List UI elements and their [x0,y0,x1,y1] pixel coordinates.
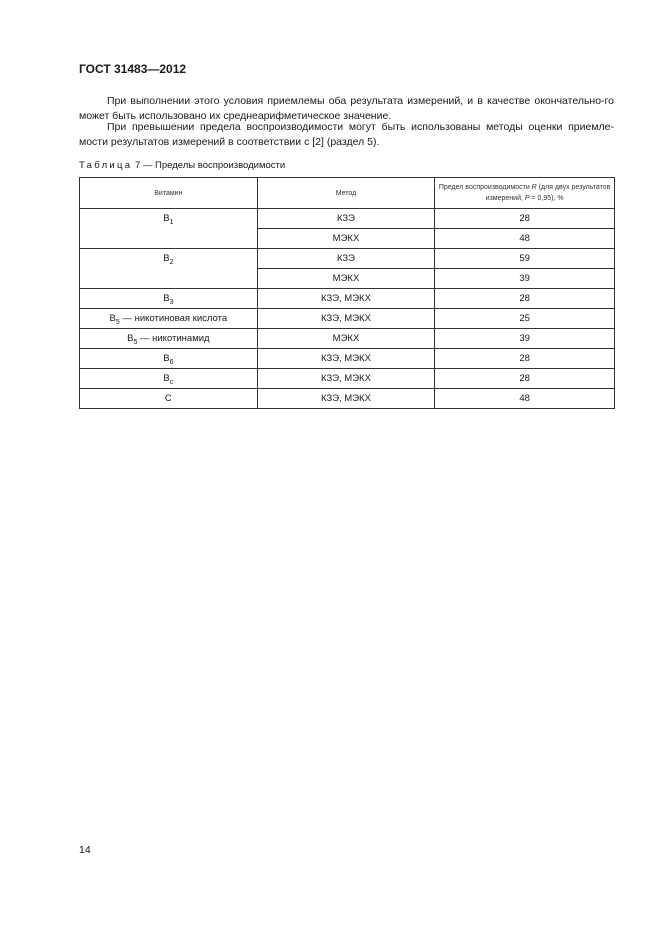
method-cell: КЗЭ, МЭКХ [257,349,435,369]
table-row [80,249,615,269]
table-caption [79,160,285,171]
paragraph-reproducibility-exceeded: При превышении предела воспроизводимости могут быть использованы методы оценки приемле-мости результатов измерений в соответствии с [2] (раздел 5). [79,121,614,148]
method-cell: МЭКХ [257,269,435,289]
table-header-row [80,178,615,209]
method-cell: КЗЭ, МЭКХ [257,309,435,329]
value-cell: 59 [435,249,615,269]
method-cell: МЭКХ [257,329,435,349]
method-cell: КЗЭ, МЭКХ [257,369,435,389]
table-caption-label: Таблица [79,160,133,171]
vitamin-cell: $B_c$ [80,369,258,389]
method-cell: КЗЭ [257,249,435,269]
value-cell: 28 [435,289,615,309]
method-cell: МЭКХ [257,229,435,249]
table-row [80,389,615,409]
value-cell: 39 [435,269,615,289]
vitamin-cell: $B_2$ [80,249,258,289]
vitamin-cell: $B_1$ [80,209,258,249]
table-row [80,309,615,329]
vitamin-cell: C [80,389,258,409]
document-header: ГОСТ 31483—2012 [79,62,187,76]
value-cell: 28 [435,349,615,369]
table-row [80,349,615,369]
value-cell: 25 [435,309,615,329]
table-row [80,369,615,389]
table-caption-text: 7 — Пределы воспроизводимости [135,160,286,171]
vitamin-cell: $B_6$ [80,349,258,369]
reproducibility-table [79,177,615,409]
table-row [80,209,615,229]
value-cell: 48 [435,389,615,409]
header-method: Метод [257,178,435,209]
value-cell: 28 [435,209,615,229]
vitamin-cell: $B_5$ — никотиновая кислота [80,309,258,329]
header-reproducibility-limit: Предел воспроизводимости R (для двух результатов измерений, P = 0,95), % [435,178,615,209]
table-row [80,289,615,309]
header-vitamin: Витамин [80,178,258,209]
vitamin-cell: $B_3$ [80,289,258,309]
method-cell: КЗЭ, МЭКХ [257,389,435,409]
table-row [80,329,615,349]
value-cell: 28 [435,369,615,389]
value-cell: 48 [435,229,615,249]
vitamin-cell: $B_5$ — никотинамид [80,329,258,349]
method-cell: КЗЭ [257,209,435,229]
value-cell: 39 [435,329,615,349]
page-number: 14 [79,844,91,856]
method-cell: КЗЭ, МЭКХ [257,289,435,309]
paragraph-acceptance: При выполнении этого условия приемлемы оба результата измерений, и в качестве окончательно-го может быть использовано их среднеарифметическое значение. [79,95,614,122]
